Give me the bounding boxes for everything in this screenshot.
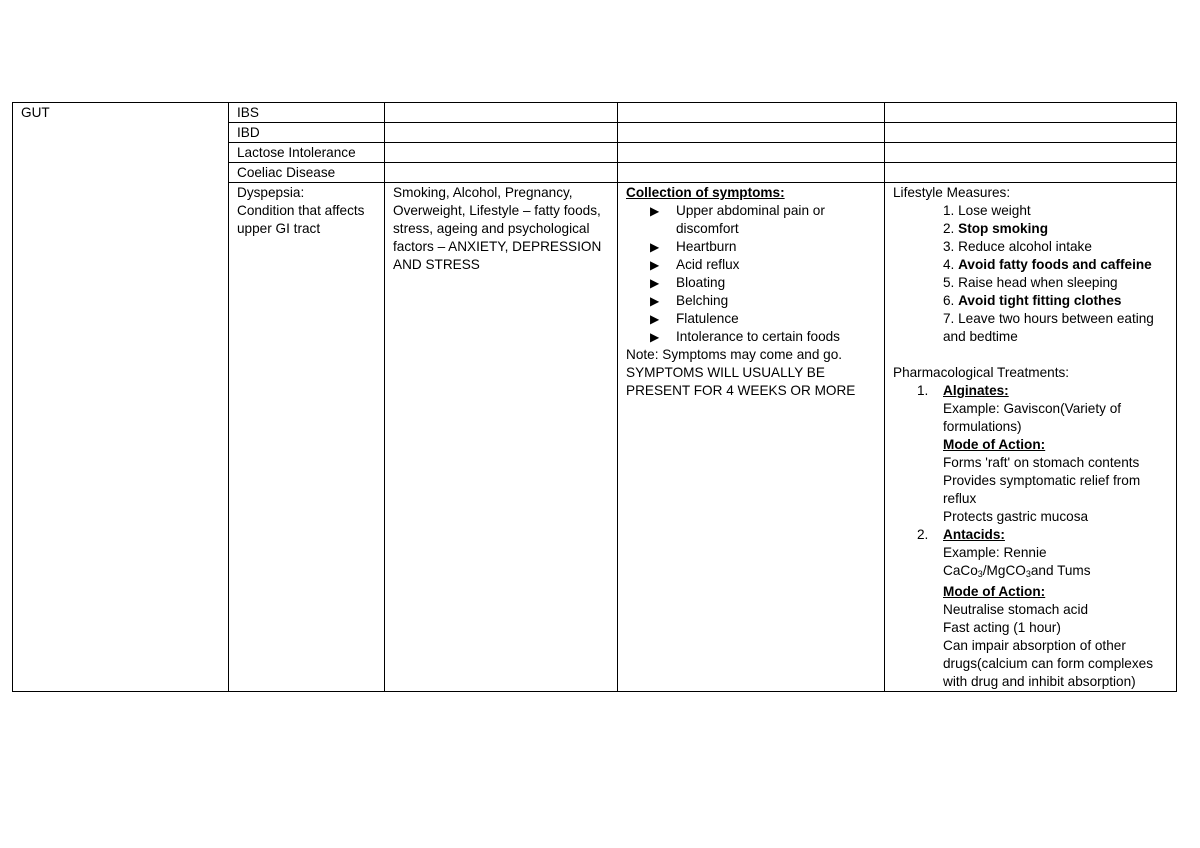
- condition-cell-lactose: [229, 143, 385, 163]
- lifestyle-item: [893, 220, 1168, 238]
- alginates-moa-1: Forms 'raft' on stomach contents: [943, 455, 1140, 470]
- pharm-item-alginates: [893, 382, 1168, 526]
- lifestyle-item-number: 4.: [943, 257, 955, 272]
- lifestyle-item-number: 3.: [943, 239, 955, 254]
- lifestyle-item-number: 6.: [943, 293, 955, 308]
- empty-cell: [385, 143, 618, 163]
- alginates-moa-3: Protects gastric mucosa: [943, 509, 1089, 524]
- lifestyle-item-number: 2.: [943, 221, 955, 236]
- formula-part: CaCo: [943, 563, 978, 578]
- empty-cell: [885, 123, 1177, 143]
- antacids-moa-3: Can impair absorption of other drugs(calcium can form complexes with drug and inhibit absorption): [943, 638, 1154, 689]
- pharm-list: [893, 382, 1168, 691]
- symptom-text: Acid reflux: [676, 257, 740, 272]
- lifestyle-item: [893, 274, 1168, 292]
- lifestyle-item: [893, 202, 1168, 220]
- lifestyle-list: [893, 202, 1168, 346]
- empty-cell: [385, 123, 618, 143]
- empty-cell: [385, 163, 618, 183]
- symptom-text: Flatulence: [676, 311, 739, 326]
- empty-cell: [618, 163, 885, 183]
- symptoms-note: Note: Symptoms may come and go. SYMPTOMS WILL USUALLY BE PRESENT FOR 4 WEEKS OR MORE: [626, 347, 856, 398]
- symptom-text: Bloating: [676, 275, 726, 290]
- formula-subscript: 3: [1025, 569, 1031, 579]
- symptom-text: Upper abdominal pain or discomfort: [676, 203, 825, 236]
- triangle-bullet-icon: ▶: [650, 258, 660, 272]
- category-cell: [13, 103, 229, 692]
- symptom-item: [650, 292, 876, 310]
- dyspepsia-treatment-cell: [885, 183, 1177, 692]
- pharm-item-number: 1.: [917, 383, 929, 398]
- lifestyle-item: [893, 292, 1168, 310]
- alginates-moa-title: Mode of Action:: [943, 437, 1046, 452]
- condition-ibs: IBS: [237, 105, 259, 120]
- antacids-title: Antacids:: [943, 527, 1005, 542]
- condition-cell-ibs: [229, 103, 385, 123]
- dyspepsia-definition: Condition that affects upper GI tract: [237, 203, 365, 236]
- formula-part: and Tums: [1030, 563, 1091, 578]
- dyspepsia-causes: Smoking, Alcohol, Pregnancy, Overweight, Lifestyle – fatty foods, stress, ageing and psychological factors – ANXIETY, DEPRESSION AND STRESS: [393, 185, 602, 272]
- empty-cell: [618, 143, 885, 163]
- triangle-bullet-icon: ▶: [650, 294, 660, 308]
- formula-subscript: 3: [977, 569, 983, 579]
- symptom-text: Heartburn: [676, 239, 737, 254]
- table-row-ibs: [13, 103, 1177, 123]
- lifestyle-item: [893, 310, 1168, 346]
- lifestyle-item-text: Raise head when sleeping: [958, 275, 1118, 290]
- symptom-text: Intolerance to certain foods: [676, 329, 840, 344]
- lifestyle-heading: Lifestyle Measures:: [893, 185, 1011, 200]
- triangle-bullet-icon: ▶: [650, 276, 660, 290]
- lifestyle-item: [893, 256, 1168, 274]
- lifestyle-item-text: Stop smoking: [958, 221, 1048, 236]
- symptom-text: Belching: [676, 293, 729, 308]
- symptom-item: [650, 328, 876, 346]
- dyspepsia-symptoms-cell: [618, 183, 885, 692]
- empty-cell: [618, 103, 885, 123]
- symptom-list: [626, 202, 876, 346]
- triangle-bullet-icon: ▶: [650, 330, 660, 344]
- lifestyle-item-text: Leave two hours between eating and bedtime: [943, 311, 1154, 344]
- lifestyle-item-text: Avoid fatty foods and caffeine: [958, 257, 1152, 272]
- lifestyle-item-number: 7.: [943, 311, 955, 326]
- antacids-formula: [943, 562, 1168, 583]
- symptom-item: [650, 310, 876, 328]
- empty-cell: [385, 103, 618, 123]
- conditions-table: [12, 102, 1177, 692]
- triangle-bullet-icon: ▶: [650, 312, 660, 326]
- alginates-example: Example: Gaviscon(Variety of formulations): [943, 401, 1122, 434]
- empty-cell: [885, 103, 1177, 123]
- antacids-moa-1: Neutralise stomach acid: [943, 602, 1089, 617]
- pharm-heading: Pharmacological Treatments:: [893, 365, 1070, 380]
- spacer: [893, 346, 1168, 364]
- symptom-item: [650, 202, 876, 238]
- antacids-moa-2: Fast acting (1 hour): [943, 620, 1061, 635]
- lifestyle-item-number: 1.: [943, 203, 955, 218]
- antacids-example: Example: Rennie: [943, 545, 1047, 560]
- symptom-item: [650, 274, 876, 292]
- alginates-title: Alginates:: [943, 383, 1009, 398]
- lifestyle-item-text: Lose weight: [958, 203, 1031, 218]
- dyspepsia-name-cell: [229, 183, 385, 692]
- condition-cell-coeliac: [229, 163, 385, 183]
- symptom-item: [650, 238, 876, 256]
- empty-cell: [885, 143, 1177, 163]
- lifestyle-item-text: Reduce alcohol intake: [958, 239, 1092, 254]
- alginates-moa-2: Provides symptomatic relief from reflux: [943, 473, 1141, 506]
- triangle-bullet-icon: ▶: [650, 204, 660, 218]
- antacids-moa-title: Mode of Action:: [943, 584, 1046, 599]
- formula-part: /MgCO: [982, 563, 1026, 578]
- category-label: GUT: [21, 105, 50, 120]
- lifestyle-item: [893, 238, 1168, 256]
- pharm-item-antacids: [893, 526, 1168, 691]
- condition-coeliac-disease: Coeliac Disease: [237, 165, 336, 180]
- dyspepsia-causes-cell: [385, 183, 618, 692]
- pharm-item-number: 2.: [917, 527, 929, 542]
- empty-cell: [618, 123, 885, 143]
- dyspepsia-title: Dyspepsia:: [237, 185, 305, 200]
- condition-ibd: IBD: [237, 125, 260, 140]
- condition-lactose-intolerance: Lactose Intolerance: [237, 145, 356, 160]
- symptoms-heading: Collection of symptoms:: [626, 185, 785, 200]
- empty-cell: [885, 163, 1177, 183]
- condition-cell-ibd: [229, 123, 385, 143]
- triangle-bullet-icon: ▶: [650, 240, 660, 254]
- symptom-item: [650, 256, 876, 274]
- lifestyle-item-number: 5.: [943, 275, 955, 290]
- lifestyle-item-text: Avoid tight fitting clothes: [958, 293, 1122, 308]
